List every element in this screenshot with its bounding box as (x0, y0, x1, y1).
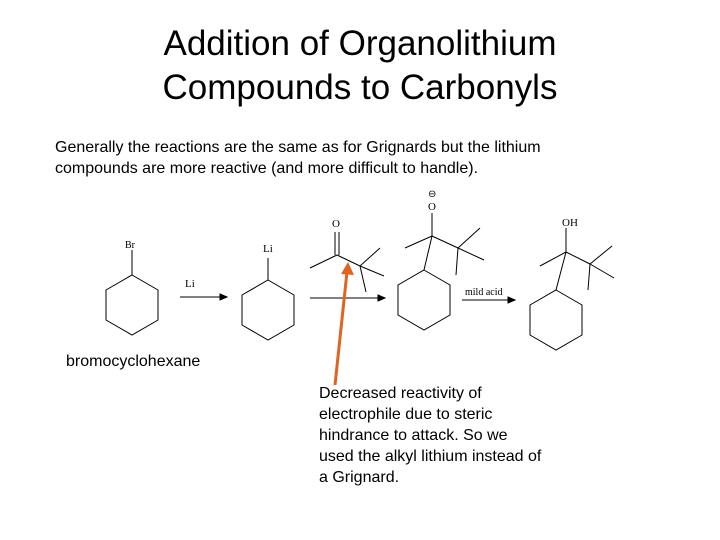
alkoxide-charge-label: ⊖ (428, 189, 437, 200)
lithium-reagent-label: Li (185, 278, 195, 290)
tbutyl-branch-3 (360, 266, 366, 292)
cyclohexyllithium-ring (242, 280, 294, 340)
callout-line-3: hindrance to attack. So we (319, 427, 508, 444)
callout-line-2: electrophile due to steric (319, 406, 493, 423)
callout-arrowhead (341, 262, 354, 275)
intro-line-2: compounds are more reactive (and more difficult to handle). (55, 160, 479, 177)
bromocyclohexane-ring (106, 275, 158, 335)
ketone-left-bond (310, 255, 337, 268)
mild-acid-label: mild acid (465, 287, 503, 298)
alkoxide-left-bond (405, 236, 432, 248)
title-line-1: Addition of Organolithium (163, 24, 557, 63)
alkoxide-ring-bond (424, 236, 432, 270)
steric-hindrance-callout (319, 383, 579, 488)
alcohol-tbu-1 (590, 246, 612, 264)
alkoxide-oxygen-label: O (428, 201, 436, 213)
arrowhead-3 (508, 297, 515, 303)
intro-line-1: Generally the reactions are the same as for Grignards but the lithium (55, 139, 541, 156)
alkoxide-tbu-3 (456, 248, 458, 275)
ketone-oxygen-label: O (332, 218, 340, 230)
alcohol-left-bond (540, 252, 566, 266)
alcohol-tbu-3 (588, 264, 590, 290)
callout-arrow (335, 272, 347, 385)
alkoxide-tbu-1 (458, 228, 480, 248)
callout-line-1: Decreased reactivity of (319, 385, 482, 402)
title-line-2: Compounds to Carbonyls (162, 68, 558, 107)
alkoxide-cyclohexane-ring (398, 270, 450, 330)
bromocyclohexane-caption: bromocyclohexane (66, 353, 201, 370)
alkoxide-right-bond (432, 236, 458, 248)
tbutyl-branch-1 (360, 248, 380, 266)
bromide-label: Br (125, 240, 135, 251)
callout-line-5: a Grignard. (319, 469, 400, 486)
alcohol-ring-bond (556, 252, 566, 290)
arrowhead-1 (220, 294, 227, 300)
alcohol-tbu-2 (590, 264, 614, 278)
organolithium-li-label: Li (263, 243, 273, 255)
alcohol-right-bond (566, 252, 590, 264)
alcohol-oh-label: OH (562, 217, 578, 229)
tbutyl-branch-2 (360, 266, 384, 276)
arrowhead-2 (378, 295, 385, 301)
alcohol-cyclohexane-ring (530, 290, 582, 350)
callout-line-4: used the alkyl lithium instead of (319, 448, 542, 465)
alkoxide-tbu-2 (458, 248, 484, 260)
